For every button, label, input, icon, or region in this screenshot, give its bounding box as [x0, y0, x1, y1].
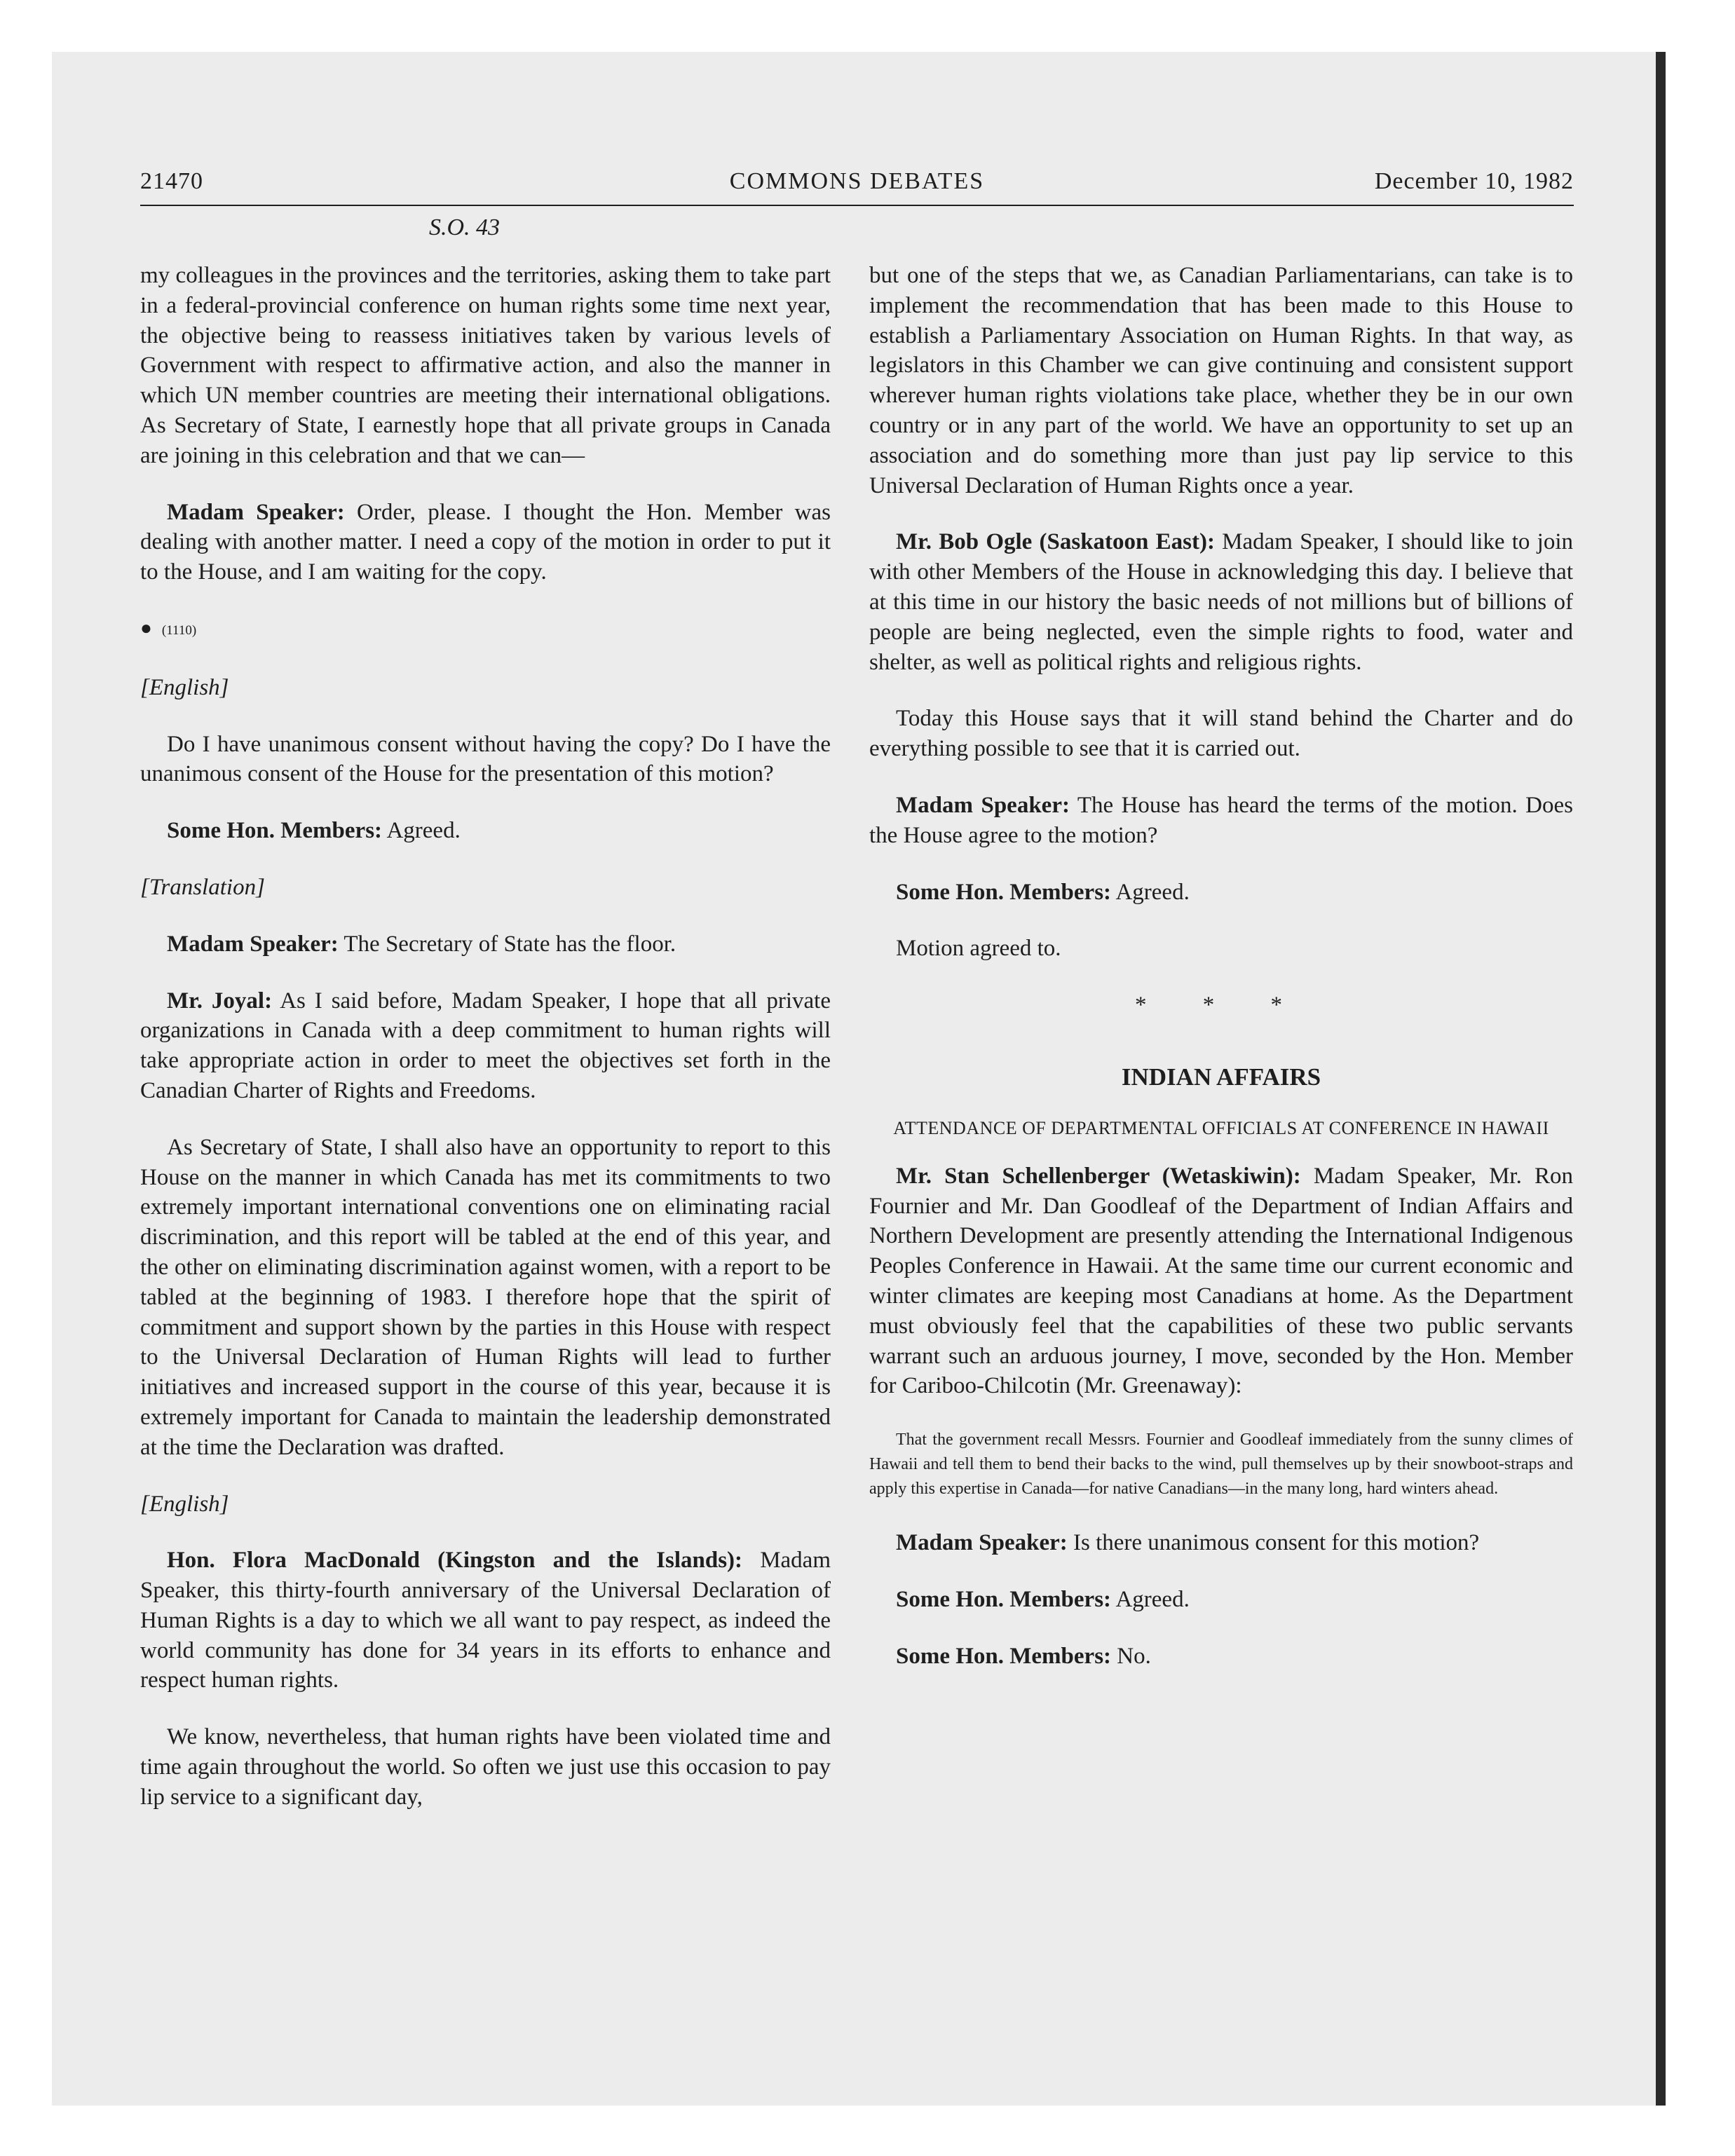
paragraph	[140, 498, 831, 587]
language-marker: [Translation]	[140, 874, 265, 900]
speech-text: Madam Speaker, Mr. Ron Fournier and Mr. Dan Goodleaf of the Department of Indian Affairs and Northern Development are presently attending the International Indigenous Peoples Conference in Hawaii. At the same time our current economic and winter climates are keeping most Canadians at home. As the Department must obviously feel that the capabilities of these two public servants warrant such an arduous journey, I move, seconded by the Hon. Member for Cariboo-Chilcotin (Mr. Greenaway):	[869, 1163, 1573, 1399]
right-column	[869, 261, 1573, 1698]
speaker-name: Madam Speaker:	[896, 1530, 1068, 1556]
speaker-name: Mr. Joyal:	[167, 988, 273, 1014]
paragraph: As Secretary of State, I shall also have an opportunity to report to this House on the manner in which Canada has met its commitments to two extremely important international conventions one on eliminating racial discrimination, and this report will be tabled at the end of this year, and the other on eliminating discrimination against women, with a report to be tabled at the beginning of 1983. I therefore hope that the spirit of commitment and support shown by the parties in this House with respect to the Universal Declaration of Human Rights will lead to further initiatives and increased support in the course of this year, because it is extremely important for Canada to maintain the leadership demonstrated at the time the Declaration was drafted.	[140, 1134, 831, 1460]
speech-text: The House has heard the terms of the motion. Does the House agree to the motion?	[869, 792, 1573, 848]
speaker-name: Mr. Bob Ogle (Saskatoon East):	[896, 529, 1215, 555]
standing-order-label: S.O. 43	[429, 214, 501, 240]
speaker-name: Some Hon. Members:	[896, 879, 1112, 905]
paragraph: We know, nevertheless, that human rights have been violated time and time again throughout the world. So often we just use this occasion to pay lip service to a significant day,	[140, 1724, 831, 1810]
speech-text: Agreed.	[382, 818, 461, 844]
paragraph	[869, 1161, 1573, 1401]
speaker-name: Madam Speaker:	[896, 792, 1070, 818]
language-marker: [English]	[140, 674, 229, 700]
section-separator: * * *	[1135, 992, 1307, 1018]
paragraph	[869, 878, 1573, 908]
motion-text: That the government recall Messrs. Fournier and Goodleaf immediately from the sunny climes of Hawaii and tell them to bend their backs to the wind, pull themselves up by their snowboot-straps and apply this expertise in Canada—for native Canadians—in the many long, hard winters ahead.	[869, 1431, 1573, 1499]
paragraph	[869, 1585, 1573, 1615]
section-title: INDIAN AFFAIRS	[1121, 1063, 1321, 1091]
speech-text: No.	[1111, 1643, 1151, 1669]
speech-text: Order, please. I thought the Hon. Member was dealing with another matter. I need a copy of the motion in order to put it to the House, and I am waiting for the copy.	[140, 499, 831, 585]
paragraph	[140, 1546, 831, 1696]
speech-text: The Secretary of State has the floor.	[338, 931, 676, 957]
paragraph	[869, 791, 1573, 851]
paragraph: Motion agreed to.	[896, 936, 1061, 962]
speaker-name: Some Hon. Members:	[896, 1643, 1112, 1669]
speech-text: Madam Speaker, I should like to join with other Members of the House in acknowledging this day. I believe that at this time in our history the basic needs of not millions but of billions of people are being neglected, even the simple rights to food, water and shelter, as well as political rights and religious rights.	[869, 529, 1573, 675]
speaker-name: Some Hon. Members:	[167, 818, 383, 844]
paragraph	[140, 986, 831, 1106]
paragraph	[869, 1528, 1573, 1558]
left-column	[140, 261, 831, 1839]
page-edge-shadow	[1656, 52, 1666, 2106]
speaker-name: Hon. Flora MacDonald (Kingston and the Islands):	[167, 1548, 743, 1574]
section-subtitle: ATTENDANCE OF DEPARTMENTAL OFFICIALS AT CONFERENCE IN HAWAII	[893, 1117, 1549, 1138]
speaker-name: Mr. Stan Schellenberger (Wetaskiwin):	[896, 1163, 1301, 1189]
paragraph: but one of the steps that we, as Canadian Parliamentarians, can take is to implement the recommendation that has been made to this House to establish a Parliamentary Association on Human Rights. In that way, as legislators in this Chamber we can give continuing and consistent support wherever human rights violations take place, whether they be in our own country or in any part of the world. We have an opportunity to set up an association and do something more than just pay lip service to this Universal Declaration of Human Rights once a year.	[869, 263, 1573, 498]
bullet-icon: ●	[140, 617, 152, 639]
speech-text: Agreed.	[1111, 879, 1190, 905]
timestamp	[140, 614, 831, 646]
speaker-name: Madam Speaker:	[167, 499, 345, 525]
speaker-name: Some Hon. Members:	[896, 1586, 1112, 1612]
paragraph	[140, 816, 831, 846]
page-number: 21470	[140, 168, 203, 194]
timestamp-text: (1110)	[161, 622, 197, 638]
paragraph: my colleagues in the provinces and the territories, asking them to take part in a federal-provincial conference on human rights some time next year, the objective being to reassess initiatives taken by various levels of Government with respect to affirmative action, and also the manner in which UN member countries are meeting their international obligations. As Secretary of State, I earnestly hope that all private groups in Canada are joining in this celebration and that we can—	[140, 263, 831, 468]
language-marker: [English]	[140, 1491, 229, 1517]
speaker-name: Madam Speaker:	[167, 931, 339, 957]
paragraph	[869, 1642, 1573, 1672]
publication-date: December 10, 1982	[1374, 168, 1574, 194]
paragraph: Today this House says that it will stand behind the Charter and do everything possible to see that it is carried out.	[869, 706, 1573, 762]
speech-text: Is there unanimous consent for this motion?	[1067, 1530, 1480, 1556]
paragraph: Do I have unanimous consent without having the copy? Do I have the unanimous consent of the House for the presentation of this motion?	[140, 731, 831, 787]
page-header	[140, 167, 1574, 206]
paragraph	[869, 527, 1573, 677]
speech-text: As I said before, Madam Speaker, I hope that all private organizations in Canada with a deep commitment to human rights will take appropriate action in order to meet the objectives set forth in the Canadian Charter of Rights and Freedoms.	[140, 988, 831, 1103]
speech-text: Agreed.	[1111, 1586, 1190, 1612]
publication-title: COMMONS DEBATES	[729, 168, 985, 194]
paragraph	[140, 929, 831, 960]
speech-text: Madam Speaker, this thirty-fourth anniversary of the Universal Declaration of Human Rights is a day to which we all want to pay respect, as indeed the world community has done for 34 years in its efforts to enhance and respect human rights.	[140, 1548, 831, 1693]
